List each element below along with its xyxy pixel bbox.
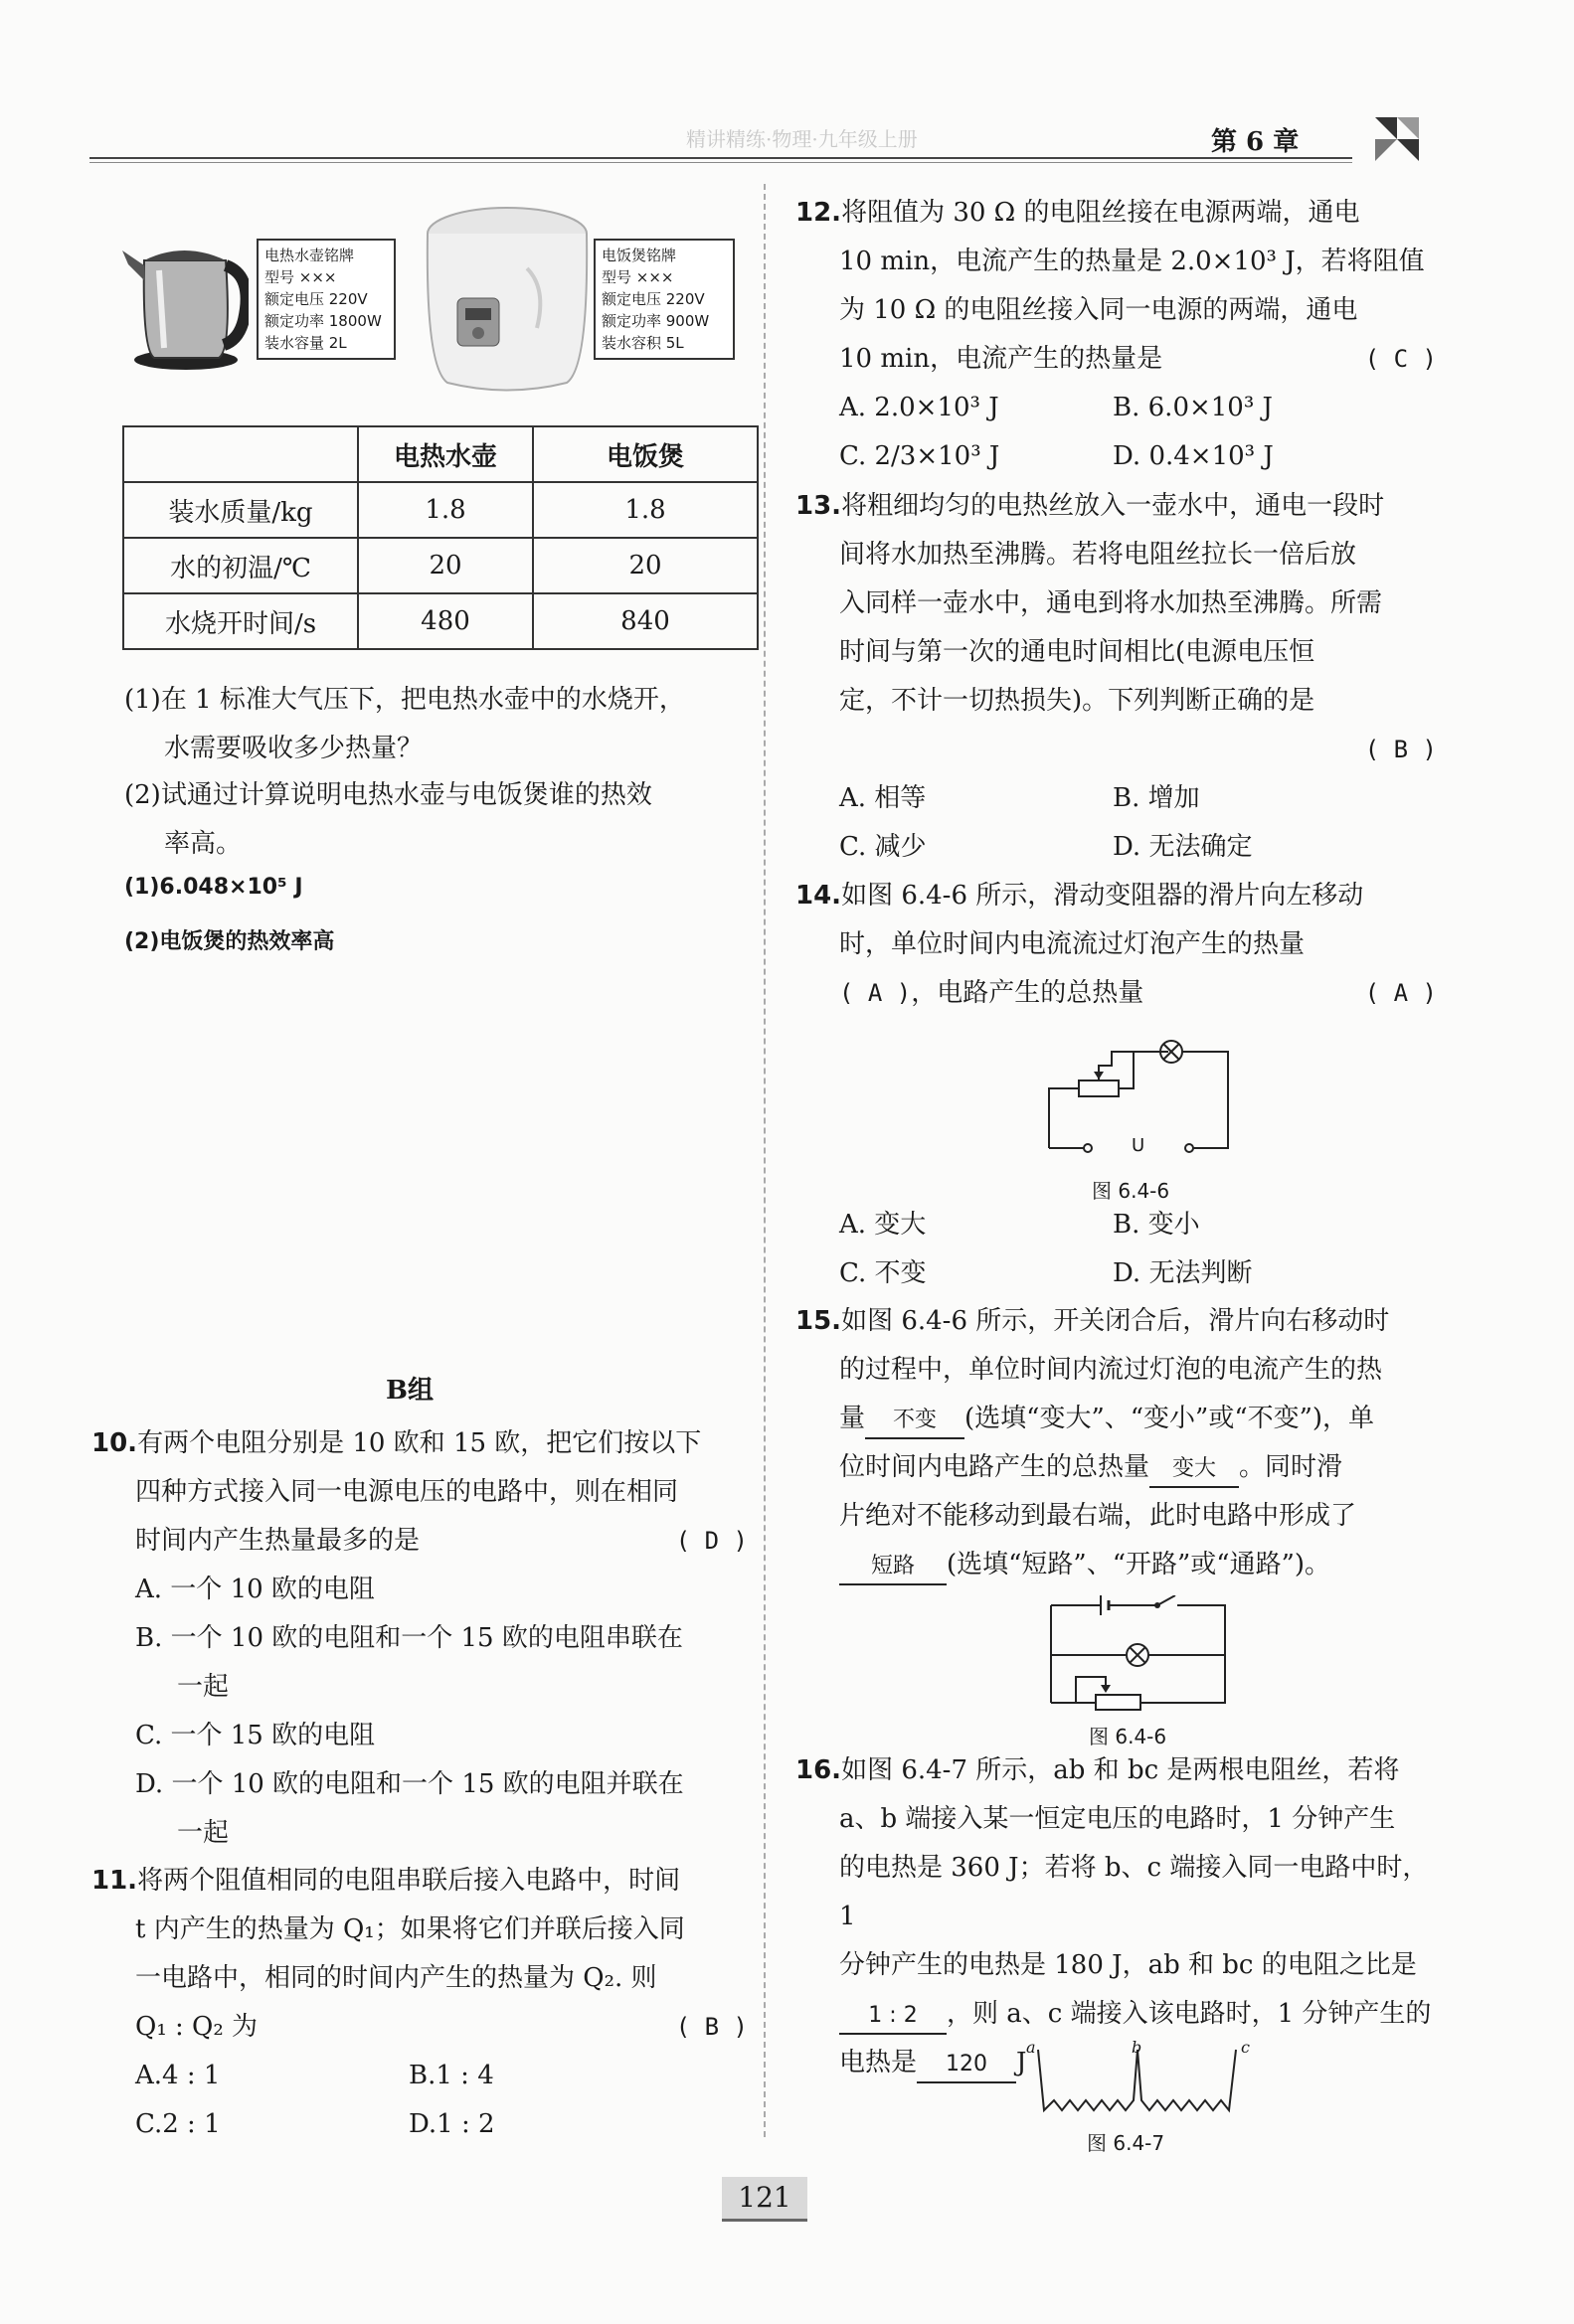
group-heading: B组 xyxy=(386,1376,434,1406)
sub-question-text: 率高。 xyxy=(164,829,243,859)
table-row xyxy=(123,538,758,593)
sub-question-text: (1)在 1 标准大气压下，把电热水壶中的水烧开， xyxy=(124,685,685,715)
chapter-label: 第 6 章 xyxy=(1211,127,1300,157)
page-number: 121 xyxy=(722,2177,807,2222)
header-faded-text: 精讲精练·物理·九年级上册 xyxy=(686,127,918,151)
table-header-cell: 电热水壶 xyxy=(358,426,533,482)
question-text: 一电路中，相同的时间内产生的热量为 Q₂. 则 xyxy=(135,1963,657,1993)
question-text: 间将水加热至沸腾。若将电阻丝拉长一倍后放 xyxy=(839,540,1357,570)
fill-blank-2: 120 xyxy=(917,2048,1016,2083)
option-c: C. 不变 xyxy=(839,1258,927,1288)
figure-caption: 图 6.4-6 xyxy=(1089,1725,1167,1748)
answer-mark: ( B ) xyxy=(675,2013,748,2041)
option-b: B. 变小 xyxy=(1113,1210,1200,1240)
question-text: 入同样一壶水中，通电到将水加热至沸腾。所需 xyxy=(839,588,1383,618)
question-text: 时，单位时间内电流流过灯泡产生的热量 xyxy=(839,929,1306,959)
option-c: C. 减少 xyxy=(839,832,927,862)
question-text: 如图 6.4-7 所示，ab 和 bc 是两根电阻丝，若将 xyxy=(841,1755,1400,1785)
table-cell: 装水质量/kg xyxy=(123,482,358,538)
answer-mark: ( C ) xyxy=(1364,345,1437,373)
comparison-table xyxy=(122,425,759,650)
cooker-plate-line: 额定功率 900W xyxy=(602,312,710,330)
cooker-plate-line: 额定电压 220V xyxy=(602,290,705,308)
kettle-plate-line: 电热水壶铭牌 xyxy=(264,247,355,264)
question-number: 15. xyxy=(795,1306,842,1336)
kettle-image xyxy=(114,221,249,375)
answer-mark: ( B ) xyxy=(1364,736,1437,763)
question-16 xyxy=(795,1746,1437,2087)
option-c: C. 2/3×10³ J xyxy=(839,441,1000,471)
question-text: J xyxy=(1016,2048,1027,2077)
fill-blank-1: 1 : 2 xyxy=(839,1999,947,2035)
question-text: 有两个电阻分别是 10 欧和 15 欧，把它们按以下 xyxy=(137,1428,702,1458)
question-text: 定，不计一切热损失)。下列判断正确的是 xyxy=(839,686,1315,716)
header-rule-thin xyxy=(89,162,1352,163)
sub-question-2 xyxy=(124,771,746,869)
handwritten-answer-1: (1)6.048×10⁵ J xyxy=(124,875,303,900)
figure-caption: 图 6.4-6 xyxy=(1092,1179,1170,1203)
question-number: 16. xyxy=(795,1755,842,1785)
wire-label-a: a xyxy=(1026,2038,1036,2057)
option-c: C.2 : 1 xyxy=(135,2109,221,2139)
question-number: 10. xyxy=(91,1428,138,1458)
question-text: 电热是 xyxy=(839,2048,918,2077)
question-text: 如图 6.4-6 所示，开关闭合后，滑片向右移动时 xyxy=(841,1306,1390,1336)
option-a: A. 相等 xyxy=(839,783,927,813)
inline-answer-mark: ( A ) xyxy=(839,979,912,1007)
kettle-plate-line: 型号 ××× xyxy=(264,268,337,286)
question-text: 将两个阻值相同的电阻串联后接入电路中，时间 xyxy=(137,1866,681,1896)
question-15 xyxy=(795,1297,1437,1589)
rice-cooker-nameplate xyxy=(594,239,735,360)
question-text: (选填“变大”、“变小”或“不变”)，单 xyxy=(964,1404,1375,1433)
question-text: a、b 端接入某一恒定电压的电路时，1 分钟产生 xyxy=(839,1804,1396,1834)
sub-question-text: (2)试通过计算说明电热水壶与电饭煲谁的热效 xyxy=(124,780,652,810)
question-11 xyxy=(91,1857,748,2149)
table-header-row xyxy=(123,426,758,482)
question-text: ，则 a、c 端接入该电路时，1 分钟产生的 xyxy=(947,1999,1432,2029)
question-text: ，电路产生的总热量 xyxy=(911,978,1144,1008)
table-cell: 水的初温/℃ xyxy=(123,538,358,593)
table-cell: 480 xyxy=(358,593,533,649)
kettle-nameplate xyxy=(257,239,396,360)
table-header-cell xyxy=(123,426,358,482)
question-14 xyxy=(795,872,1437,1018)
question-text: 四种方式接入同一电源电压的电路中，则在相同 xyxy=(135,1477,679,1507)
question-number: 13. xyxy=(795,491,842,521)
option-b: B. 一个 10 欧的电阻和一个 15 欧的电阻串联在 xyxy=(135,1623,683,1653)
question-number: 11. xyxy=(91,1866,138,1896)
question-text: 时间与第一次的通电时间相比(电源电压恒 xyxy=(839,637,1315,667)
chapter-logo-icon xyxy=(1367,111,1427,167)
wire-label-c: c xyxy=(1241,2038,1250,2057)
option-a: A. 变大 xyxy=(839,1210,927,1240)
question-text: 的过程中，单位时间内流过灯泡的电流产生的热 xyxy=(839,1355,1383,1385)
option-a: A. 2.0×10³ J xyxy=(839,393,999,422)
option-d: D. 无法判断 xyxy=(1113,1258,1253,1288)
question-text: 分钟产生的电热是 180 J，ab 和 bc 的电阻之比是 xyxy=(839,1950,1417,1980)
option-d: D. 0.4×10³ J xyxy=(1113,441,1274,471)
answer-mark: ( A ) xyxy=(1364,979,1437,1007)
table-cell: 840 xyxy=(533,593,758,649)
kettle-plate-line: 额定电压 220V xyxy=(264,290,368,308)
option-b: B. 增加 xyxy=(1113,783,1200,813)
answer-mark: ( D ) xyxy=(675,1527,748,1555)
question-text: (选填“短路”、“开路”或“通路”)。 xyxy=(947,1550,1331,1579)
question-text: 为 10 Ω 的电阻丝接入同一电源的两端，通电 xyxy=(839,295,1358,325)
question-text: 位时间内电路产生的总热量 xyxy=(839,1452,1150,1482)
question-text: 量 xyxy=(839,1404,866,1433)
header-rule xyxy=(89,157,1352,159)
option-d-continued: 一起 xyxy=(177,1818,230,1848)
wire-label-b: b xyxy=(1132,2038,1142,2057)
question-text: 将粗细均匀的电热丝放入一壶水中，通电一段时 xyxy=(841,491,1385,521)
question-text: 10 min，电流产生的热量是 xyxy=(839,344,1163,374)
circuit-diagram-6-4-6b xyxy=(1046,1595,1235,1715)
option-d: D. 无法确定 xyxy=(1113,832,1253,862)
fill-blank-2: 变大 xyxy=(1149,1452,1239,1488)
question-number: 14. xyxy=(795,881,842,911)
question-text: Q₁ : Q₂ 为 xyxy=(135,2012,259,2042)
sub-question-text: 水需要吸收多少热量？ xyxy=(164,734,424,763)
rice-cooker-image xyxy=(418,199,592,398)
option-a: A.4 : 1 xyxy=(135,2061,221,2090)
fill-blank-1: 不变 xyxy=(865,1404,964,1439)
question-text: 。同时滑 xyxy=(1239,1452,1343,1482)
question-14-options xyxy=(795,1201,1437,1298)
table-cell: 1.8 xyxy=(358,482,533,538)
cooker-plate-line: 装水容积 5L xyxy=(602,334,684,352)
question-text: 10 min，电流产生的热量是 2.0×10³ J，若将阻值 xyxy=(839,247,1425,276)
column-divider xyxy=(764,184,766,2137)
table-row xyxy=(123,482,758,538)
circuit-label-u: U xyxy=(1132,1135,1145,1156)
option-b: B. 6.0×10³ J xyxy=(1113,393,1273,422)
figure-caption: 图 6.4-7 xyxy=(1087,2131,1165,2155)
table-row xyxy=(123,593,758,649)
table-cell: 1.8 xyxy=(533,482,758,538)
table-cell: 水烧开时间/s xyxy=(123,593,358,649)
kettle-plate-line: 额定功率 1800W xyxy=(264,312,382,330)
cooker-plate-line: 型号 ××× xyxy=(602,268,674,286)
question-text: 片绝对不能移动到最右端，此时电路中形成了 xyxy=(839,1501,1357,1531)
question-number: 12. xyxy=(795,198,842,228)
option-d: D. 一个 10 欧的电阻和一个 15 欧的电阻并联在 xyxy=(135,1769,684,1799)
fill-blank-3: 短路 xyxy=(839,1550,947,1585)
option-b-continued: 一起 xyxy=(177,1672,230,1702)
option-a: A. 一个 10 欧的电阻 xyxy=(135,1575,375,1604)
table-cell: 20 xyxy=(358,538,533,593)
question-text: 的电热是 360 J；若将 b、c 端接入同一电路中时，1 xyxy=(839,1853,1429,1931)
question-10 xyxy=(91,1419,748,1858)
option-d: D.1 : 2 xyxy=(409,2109,495,2139)
handwritten-answer-2: (2)电饭煲的热效率高 xyxy=(124,929,335,954)
question-12 xyxy=(795,189,1437,481)
table-cell: 20 xyxy=(533,538,758,593)
question-13 xyxy=(795,482,1437,872)
sub-question-1 xyxy=(124,676,746,773)
question-text: 如图 6.4-6 所示，滑动变阻器的滑片向左移动 xyxy=(841,881,1364,911)
cooker-plate-line: 电饭煲铭牌 xyxy=(602,247,677,264)
question-text: 时间内产生热量最多的是 xyxy=(135,1526,421,1556)
question-text: 将阻值为 30 Ω 的电阻丝接在电源两端，通电 xyxy=(841,198,1360,228)
option-b: B.1 : 4 xyxy=(409,2061,494,2090)
table-header-cell: 电饭煲 xyxy=(533,426,758,482)
kettle-plate-line: 装水容量 2L xyxy=(264,334,347,352)
option-c: C. 一个 15 欧的电阻 xyxy=(135,1721,376,1750)
question-text: t 内产生的热量为 Q₁；如果将它们并联后接入同 xyxy=(135,1914,685,1944)
